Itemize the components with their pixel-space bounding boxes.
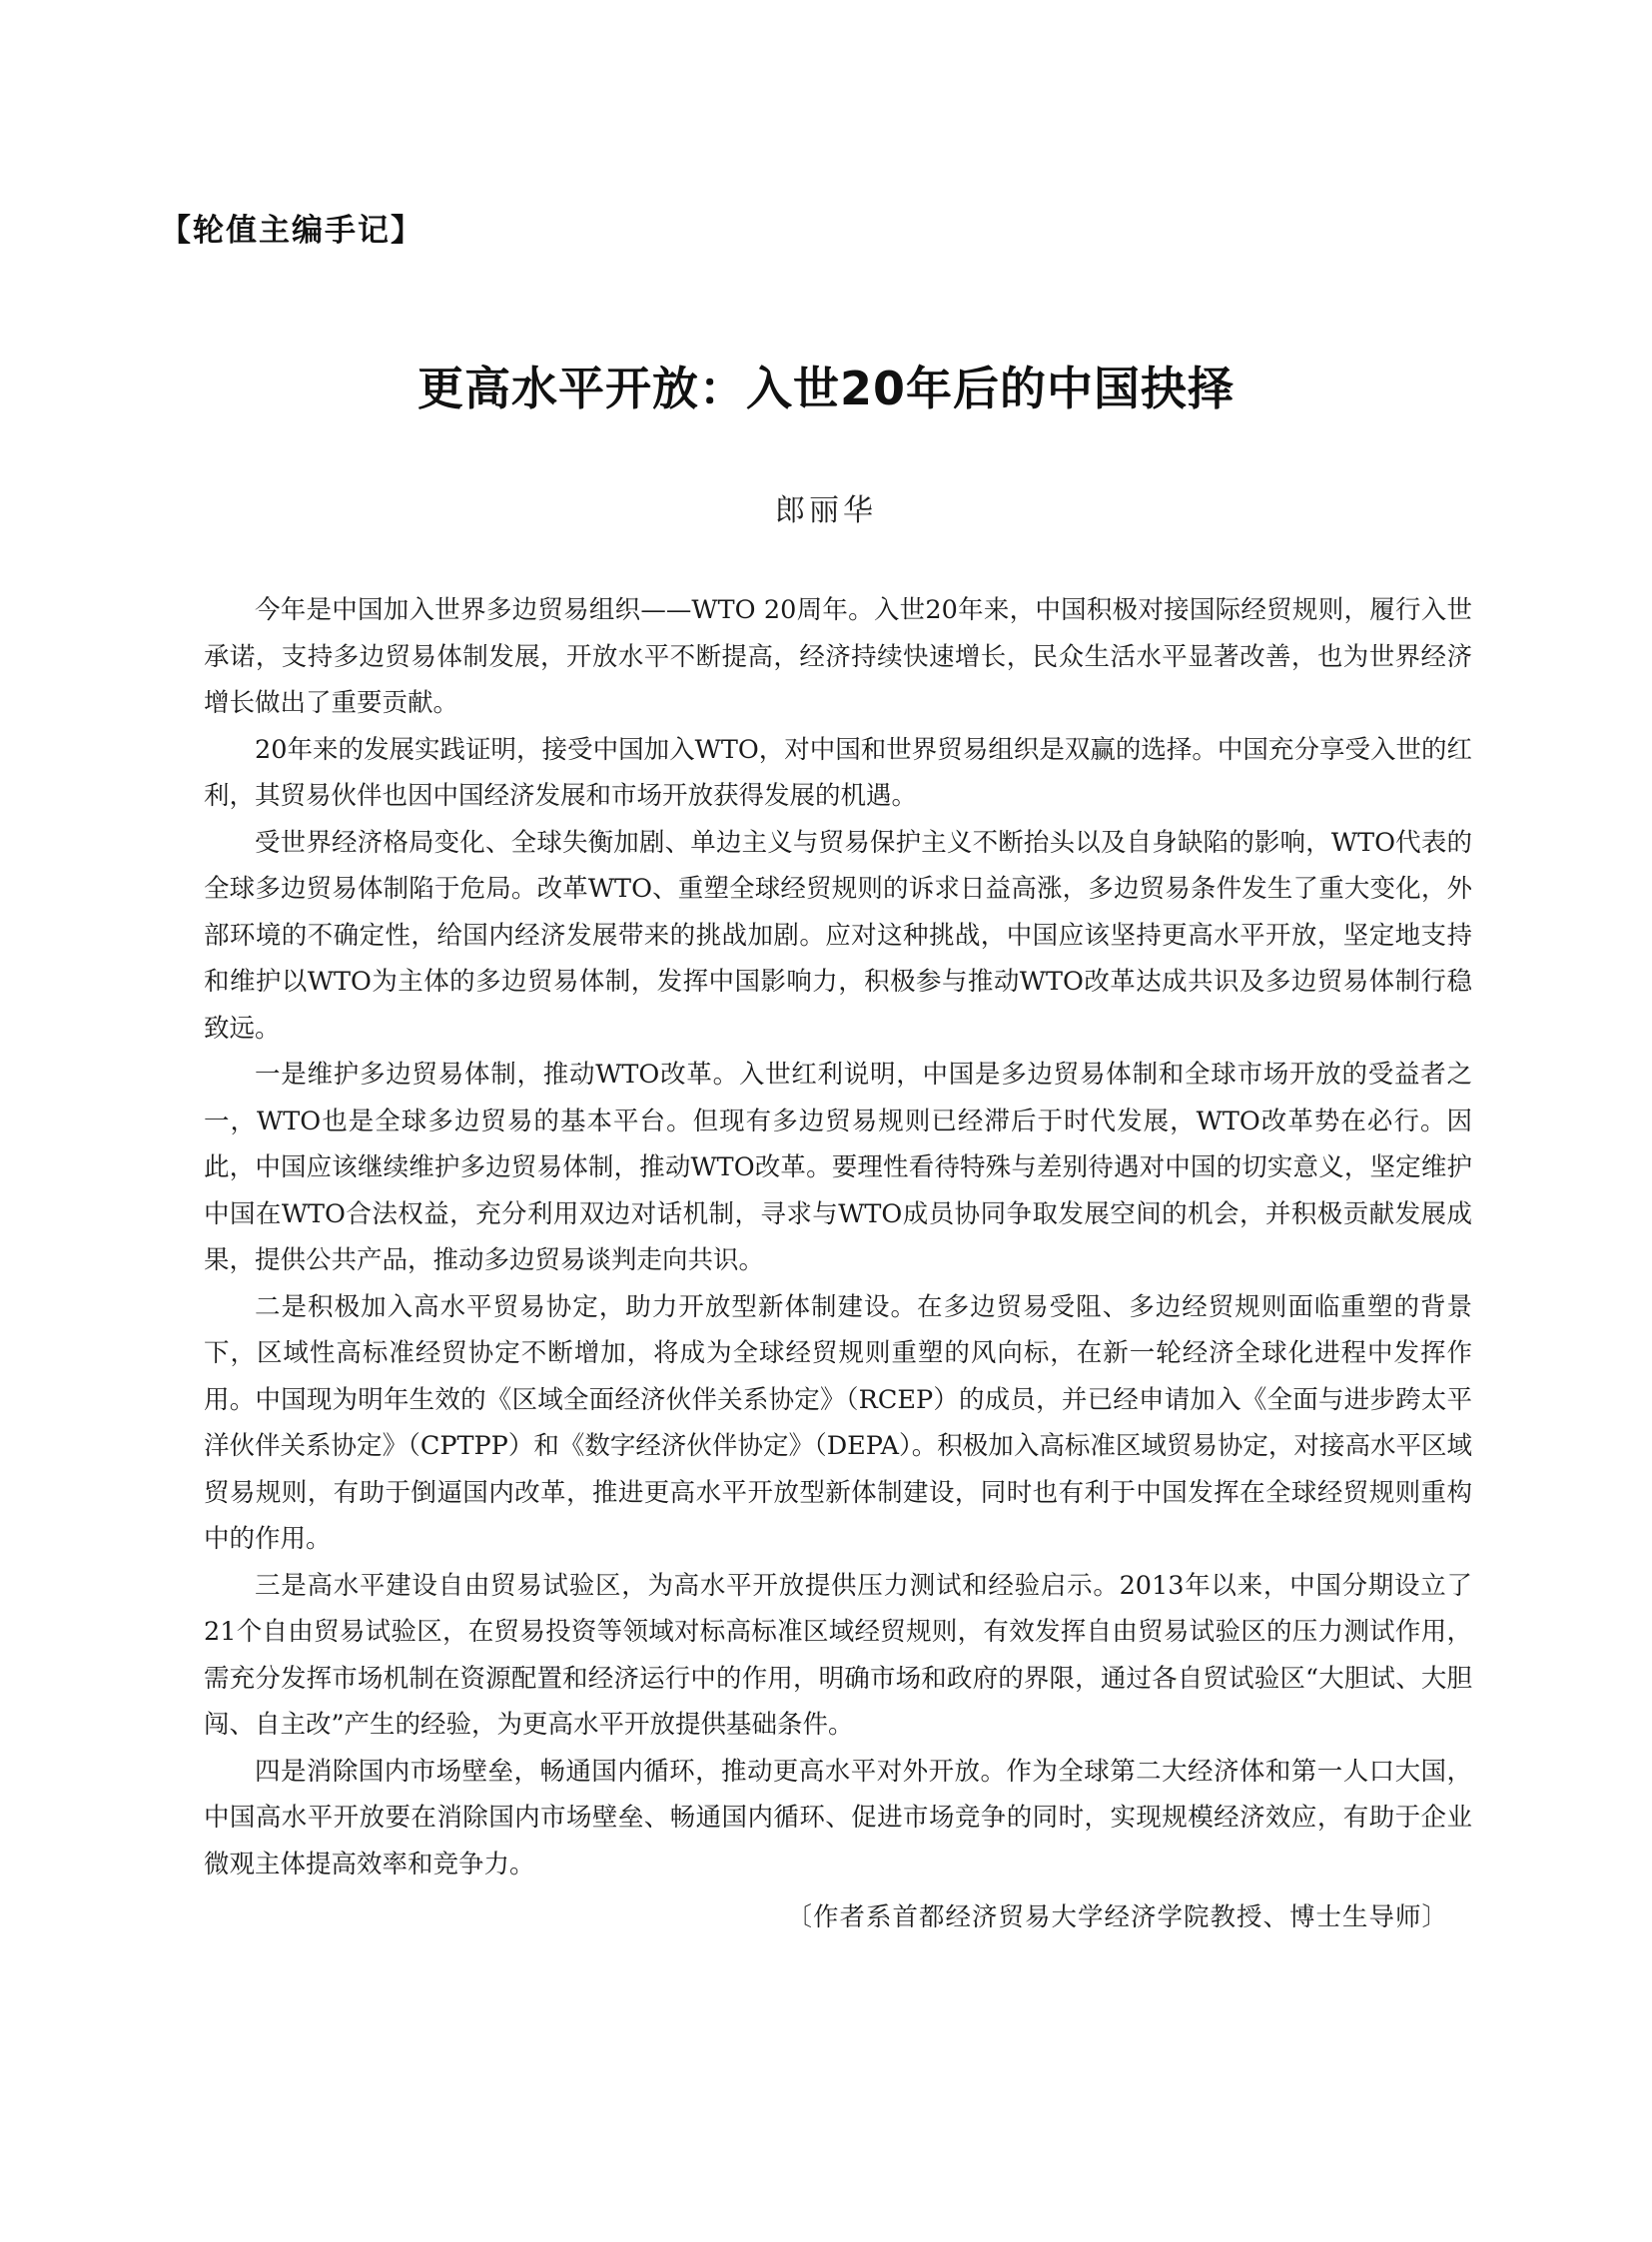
paragraph-6: 三是高水平建设自由贸易试验区，为高水平开放提供压力测试和经验启示。2013年以来，中国分期设立了21个自由贸易试验区，在贸易投资等领域对标高标准区域经贸规则，有效发挥自由贸易试验区的压力测试作用，需充分发挥市场机制在资源配置和经济运行中的作用，明确市场和政府的界限，通过各自贸试验区“大胆试、大胆闯、自主改”产生的经验，为更高水平开放提供基础条件。 <box>204 1570 1472 1740</box>
article-body <box>204 587 1472 1887</box>
paragraph-3: 受世界经济格局变化、全球失衡加剧、单边主义与贸易保护主义不断抬头以及自身缺陷的影响，WTO代表的全球多边贸易体制陷于危局。改革WTO、重塑全球经贸规则的诉求日益高涨，多边贸易条件发生了重大变化，外部环境的不确定性，给国内经济发展带来的挑战加剧。应对这种挑战，中国应该坚持更高水平开放，坚定地支持和维护以WTO为主体的多边贸易体制，发挥中国影响力，积极参与推动WTO改革达成共识及多边贸易体制行稳致远。 <box>204 827 1472 1044</box>
column-label: 【轮值主编手记】 <box>160 213 423 249</box>
paragraph-4: 一是维护多边贸易体制，推动WTO改革。入世红利说明，中国是多边贸易体制和全球市场开放的受益者之一，WTO也是全球多边贸易的基本平台。但现有多边贸易规则已经滞后于时代发展，WTO改革势在必行。因此，中国应该继续维护多边贸易体制，推动WTO改革。要理性看待特殊与差别待遇对中国的切实意义，坚定维护中国在WTO合法权益，充分利用双边对话机制，寻求与WTO成员协同争取发展空间的机会，并积极贡献发展成果，提供公共产品，推动多边贸易谈判走向共识。 <box>204 1060 1472 1275</box>
author-name: 郎丽华 <box>775 493 877 528</box>
article-title: 更高水平开放：入世20年后的中国抉择 <box>416 362 1235 415</box>
paragraph-1: 今年是中国加入世界多边贸易组织——WTO 20周年。入世20年来，中国积极对接国际经贸规则，履行入世承诺，支持多边贸易体制发展，开放水平不断提高，经济持续快速增长，民众生活水平显著改善，也为世界经济增长做出了重要贡献。 <box>204 595 1472 718</box>
paragraph-5: 二是积极加入高水平贸易协定，助力开放型新体制建设。在多边贸易受阻、多边经贸规则面临重塑的背景下，区域性高标准经贸协定不断增加，将成为全球经贸规则重塑的风向标，在新一轮经济全球化进程中发挥作用。中国现为明年生效的《区域全面经济伙伴关系协定》（RCEP）的成员，并已经申请加入《全面与进步跨太平洋伙伴关系协定》（CPTPP）和《数字经济伙伴协定》（DEPA）。积极加入高标准区域贸易协定，对接高水平区域贸易规则，有助于倒逼国内改革，推进更高水平开放型新体制建设，同时也有利于中国发挥在全球经贸规则重构中的作用。 <box>204 1291 1472 1554</box>
paragraph-2: 20年来的发展实践证明，接受中国加入WTO，对中国和世界贸易组织是双赢的选择。中国充分享受入世的红利，其贸易伙伴也因中国经济发展和市场开放获得发展的机遇。 <box>204 734 1472 811</box>
paragraph-7: 四是消除国内市场壁垒，畅通国内循环，推动更高水平对外开放。作为全球第二大经济体和第一人口大国，中国高水平开放要在消除国内市场壁垒、畅通国内循环、促进市场竞争的同时，实现规模经济效应，有助于企业微观主体提高效率和竞争力。 <box>204 1756 1472 1879</box>
author-affiliation-note: 〔作者系首都经济贸易大学经济学院教授、博士生导师〕 <box>786 1902 1448 1932</box>
